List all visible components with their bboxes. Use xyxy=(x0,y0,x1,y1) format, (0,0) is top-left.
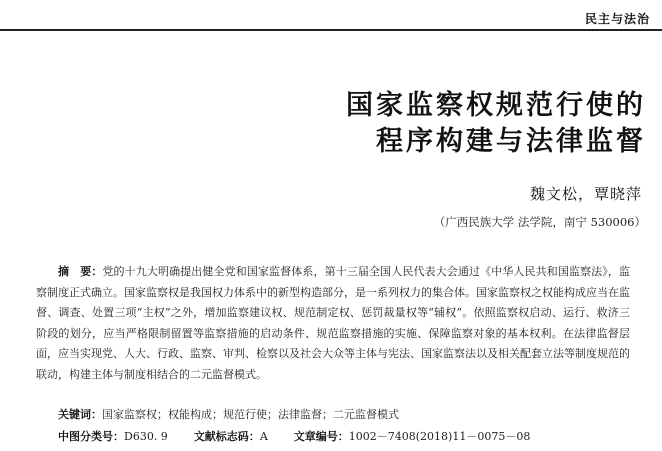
abstract-block xyxy=(36,262,630,385)
journal-section-label: 民主与法治 xyxy=(584,12,650,26)
article-title-line-1: 国家监察权规范行使的 xyxy=(346,90,646,121)
abstract-label: 摘 要： xyxy=(58,265,103,278)
classification-line xyxy=(58,428,530,444)
article-title xyxy=(346,88,646,160)
abstract-text: 党的十九大明确提出健全党和国家监督体系，第十三届全国人民代表大会通过《中华人民共和国监察法》，监察制度正式确立。国家监察权是我国权力体系中的新型构造部分，是一系列权力的集合体。国家监察权之权能构成应当在监督、调查、处置三项“主权”之外，增加监察建议权、规范制定权、惩罚裁量权等“辅权”。依照监察权启动、运行、救济三阶段的划分，应当严格限制留置等监察措施的启动条件、规范监察措施的实施、保障监察对象的基本权利。在法律监督层面，应当实现党、人大、行政、监察、审判、检察以及社会大众等主体与宪法、国家监察法以及相关配套立法等制度规范的联动，构建主体与制度相结合的二元监督模式。 xyxy=(36,265,631,381)
keywords-text: 国家监察权；权能构成；规范行使；法律监督；二元监督模式 xyxy=(102,408,399,421)
article-title-line-2: 程序构建与法律监督 xyxy=(376,126,646,157)
article-no-label: 文章编号： xyxy=(293,430,349,443)
author-affiliation: （广西民族大学 法学院，南宁 530006） xyxy=(433,215,646,229)
header-rule xyxy=(0,29,662,31)
clc-value: D630. 9 xyxy=(124,430,168,443)
doc-code-label: 文献标志码： xyxy=(193,430,260,443)
keywords-line xyxy=(58,406,399,422)
doc-code-value: A xyxy=(259,430,268,443)
clc-label: 中图分类号： xyxy=(58,430,124,443)
article-authors: 魏文松，覃晓萍 xyxy=(529,185,642,203)
article-no-value: 1002－7408(2018)11－0075－08 xyxy=(348,430,531,443)
keywords-label: 关键词： xyxy=(58,408,102,421)
